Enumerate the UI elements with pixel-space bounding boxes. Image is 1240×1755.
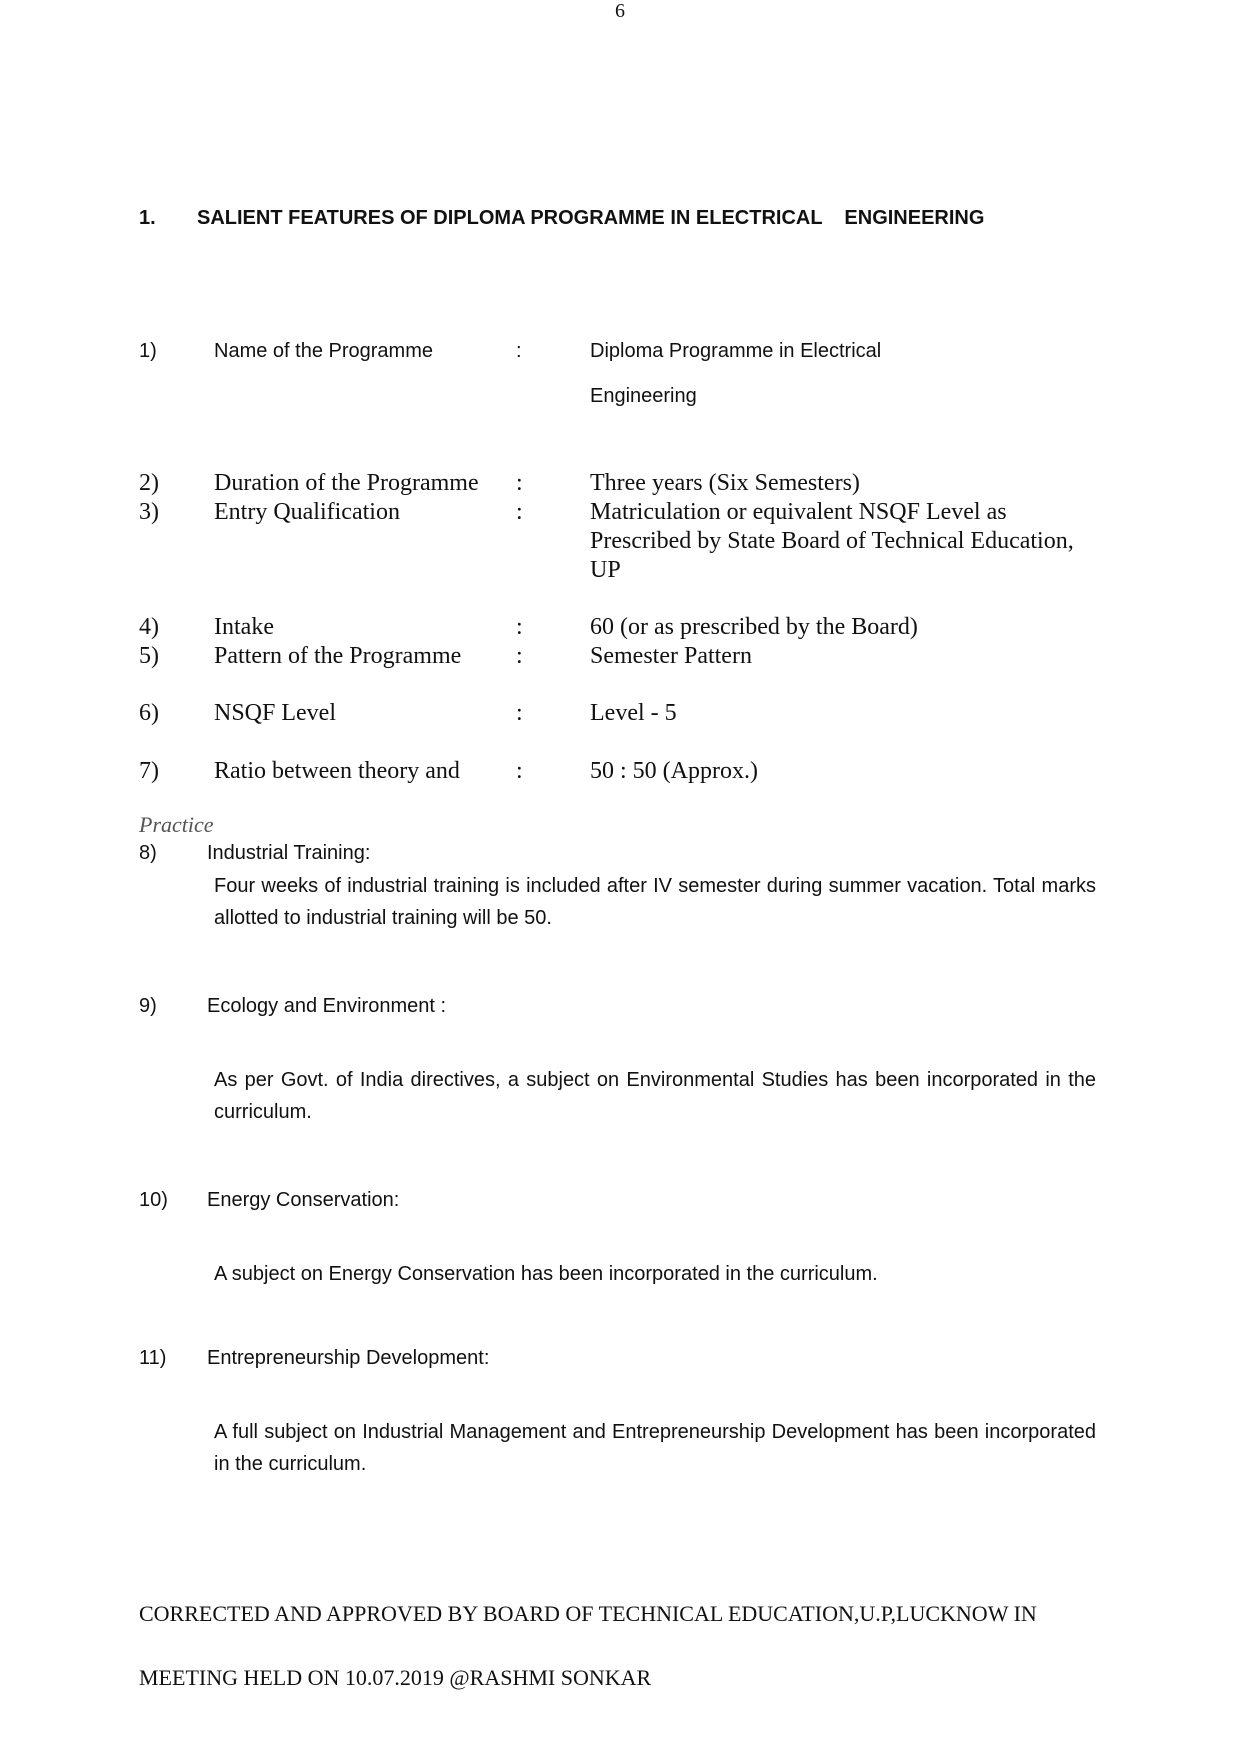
item-label: Duration of the Programme (214, 470, 479, 496)
footer-line: CORRECTED AND APPROVED BY BOARD OF TECHNICAL EDUCATION,U.P,LUCKNOW IN (139, 1601, 1037, 1626)
item-colon: : (516, 340, 522, 362)
item-value: Level - 5 (590, 700, 677, 726)
section-body: Four weeks of industrial training is included after IV semester during summer vacation. Total marks allotted to industrial training will be 50. (214, 875, 1096, 929)
item-label: NSQF Level (214, 700, 336, 726)
item-colon: : (516, 470, 523, 496)
section-title: Energy Conservation: (207, 1189, 400, 1211)
section-heading (139, 207, 984, 230)
practice-label: Practice (139, 812, 214, 837)
item-label: Entry Qualification (214, 499, 400, 525)
section-number: 11) (139, 1347, 167, 1369)
item-number: 5) (139, 643, 159, 669)
item-value-continued: UP (590, 557, 621, 583)
item-value-continued: Engineering (590, 385, 697, 407)
item-colon: : (516, 758, 523, 784)
item-number: 3) (139, 499, 159, 525)
section-number: 10) (139, 1189, 168, 1211)
item-value: 60 (or as prescribed by the Board) (590, 614, 918, 640)
section-body: As per Govt. of India directives, a subject on Environmental Studies has been incorporated in the curriculum. (214, 1069, 1096, 1123)
heading-text: SALIENT FEATURES OF DIPLOMA PROGRAMME IN ELECTRICAL ENGINEERING (197, 207, 985, 229)
item-number: 6) (139, 700, 159, 726)
section-title: Entrepreneurship Development: (207, 1347, 490, 1369)
section-number: 8) (139, 842, 157, 864)
item-colon: : (516, 700, 523, 726)
item-number: 4) (139, 614, 159, 640)
section-body: A subject on Energy Conservation has been incorporated in the curriculum. (214, 1263, 878, 1285)
footer-line: MEETING HELD ON 10.07.2019 @RASHMI SONKAR (139, 1665, 652, 1690)
section-body: A full subject on Industrial Management and Entrepreneurship Development has been incorporated in the curriculum. (214, 1421, 1096, 1475)
item-number: 7) (139, 758, 159, 784)
item-number: 1) (139, 340, 157, 362)
item-value: Matriculation or equivalent NSQF Level as (590, 499, 1007, 525)
item-label: Intake (214, 614, 274, 640)
item-value: Three years (Six Semesters) (590, 470, 860, 496)
item-value: 50 : 50 (Approx.) (590, 758, 758, 784)
section-number: 9) (139, 995, 157, 1017)
page-number: 6 (615, 0, 625, 22)
item-label: Pattern of the Programme (214, 643, 462, 669)
section-title: Ecology and Environment : (207, 995, 447, 1017)
item-label: Ratio between theory and (214, 758, 460, 784)
approval-footer (139, 1566, 1037, 1726)
item-value-continued: Prescribed by State Board of Technical Education, (590, 528, 1074, 554)
item-number: 2) (139, 470, 159, 496)
item-label: Name of the Programme (214, 340, 433, 362)
item-colon: : (516, 643, 523, 669)
item-value: Diploma Programme in Electrical (590, 340, 882, 362)
item-value: Semester Pattern (590, 643, 752, 669)
item-colon: : (516, 499, 523, 525)
heading-number: 1. (139, 207, 156, 229)
item-colon: : (516, 614, 523, 640)
section-title: Industrial Training: (207, 842, 371, 864)
